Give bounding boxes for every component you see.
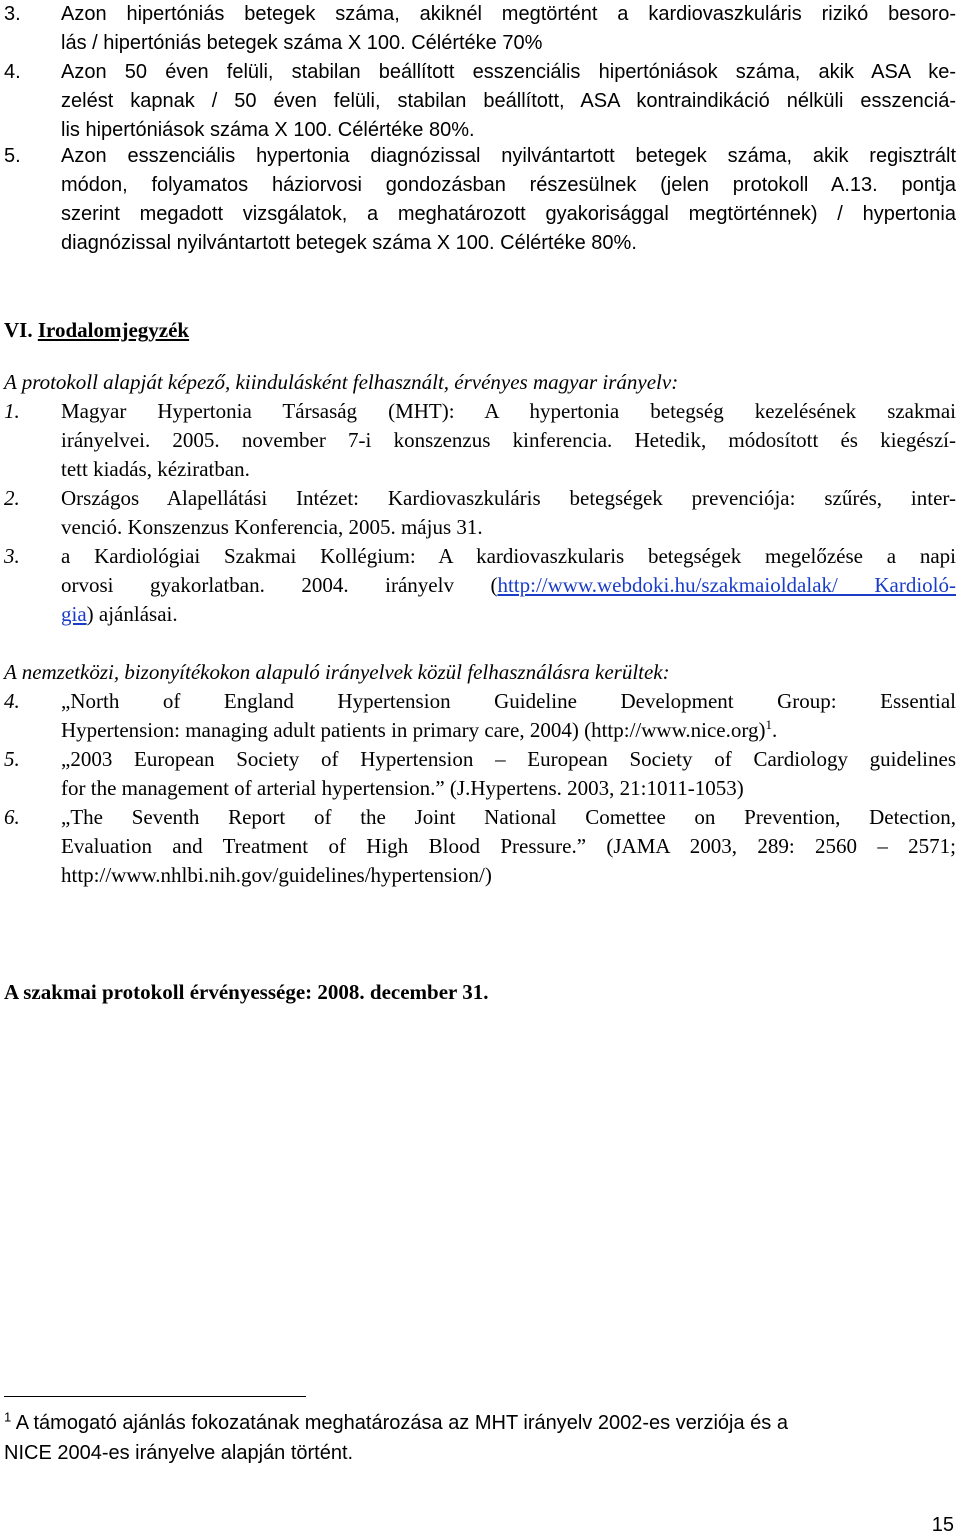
reference-text-line: „The Seventh Report of the Joint National Comettee on Prevention, Detection, [61,805,956,829]
footnote-separator [4,1396,306,1397]
reference-text: ) ajánlásai. [86,602,178,626]
criterion-text-line: zelést kapnak / 50 éven felüli, stabilan beállított, ASA kontraindikáció nélküli esszenciá- [61,90,956,112]
reference-text-line: irányelvei. 2005. november 7-i konszenzus kinferencia. Hetedik, módosított és kiegészí- [61,428,956,452]
criterion-text-line: Azon esszenciális hypertonia diagnózissal nyilvántartott betegek száma, akik regisztrált [61,145,956,167]
footnote [4,1408,944,1468]
reference-text-line: venció. Konszenzus Konferencia, 2005. május 31. [61,515,483,539]
reference-text: orvosi gyakorlatban. 2004. irányelv ( [61,573,498,597]
criterion-number: 4. [4,61,21,83]
reference-4 [4,687,956,745]
reference-text-line [61,571,956,600]
reference-text-line: Evaluation and Treatment of High Blood Pressure.” (JAMA 2003, 289: 2560 – 2571; [61,834,956,858]
criterion-text-line: módon, folyamatos háziorvosi gondozásban részesülnek (jelen protokoll A.13. pontja [61,174,956,196]
criterion-5 [4,142,956,258]
reference-text-line: Országos Alapellátási Intézet: Kardiovaszkuláris betegségek prevenciója: szűrés, inter- [61,486,956,510]
footnote-marker: 1 [765,717,772,732]
reference-3 [4,542,956,629]
reference-1 [4,397,956,484]
criterion-text-line: Azon 50 éven felüli, stabilan beállított esszenciális hipertóniások száma, akik ASA ke- [61,61,956,83]
reference-number: 5. [4,747,20,771]
reference-text-line: tett kiadás, kéziratban. [61,457,250,481]
page-number: 15 [931,1514,954,1536]
footnote-mark: 1 [4,1409,12,1425]
reference-2 [4,484,956,542]
footnote-line: NICE 2004-es irányelve alapján történt. [4,1442,354,1464]
criterion-text-line: Azon hipertóniás betegek száma, akiknél megtörtént a kardiovaszkuláris rizikó besoro- [61,3,956,25]
international-guideline-heading: A nemzetközi, bizonyítékokon alapuló irányelvek közül felhasználásra kerültek: [4,660,670,684]
criterion-number: 5. [4,145,21,167]
reference-text-line: Magyar Hypertonia Társaság (MHT): A hypertonia betegség kezelésének szakmai [61,399,956,423]
section-heading [4,316,189,345]
criterion-number: 3. [4,3,21,25]
reference-number: 6. [4,805,20,829]
reference-text: . [771,718,778,742]
webdoki-link-continued[interactable]: gia [61,602,87,626]
footnote-line [4,1408,944,1438]
criterion-text-line: lás / hipertóniás betegek száma X 100. Célértéke 70% [61,32,543,54]
section-title: Irodalomjegyzék [37,318,190,342]
reference-text-line: „North of England Hypertension Guideline Development Group: Essential [61,689,956,713]
protocol-validity: A szakmai protokoll érvényessége: 2008. december 31. [4,980,489,1004]
webdoki-link[interactable]: http://www.webdoki.hu/szakmaioldalak/ Kardioló- [497,573,956,597]
reference-text-line: a Kardiológiai Szakmai Kollégium: A kardiovaszkularis betegségek megelőzése a napi [61,544,956,568]
reference-number: 4. [4,689,20,713]
reference-number: 1. [4,399,20,423]
criterion-text-line: szerint megadott vizsgálatok, a meghatározott gyakorisággal megtörténnek) / hypertonia [61,203,956,225]
reference-text-line [61,600,956,629]
reference-text-line: for the management of arterial hypertension.” (J.Hypertens. 2003, 21:1011-1053) [61,776,744,800]
reference-5 [4,745,956,803]
reference-number: 2. [4,486,20,510]
reference-text: Hypertension: managing adult patients in primary care, 2004) (http://www.nice.org) [61,718,766,742]
criterion-3 [4,0,956,58]
section-number: VI. [4,318,33,342]
criterion-4 [4,58,956,145]
hungarian-guideline-heading: A protokoll alapját képező, kiindulásként felhasznált, érvényes magyar irányelv: [4,370,679,394]
reference-6 [4,803,956,890]
criterion-text-line: lis hipertóniások száma X 100. Célértéke 80%. [61,119,475,141]
reference-text-line: http://www.nhlbi.nih.gov/guidelines/hypertension/) [61,863,492,887]
footnote-text: A támogató ajánlás fokozatának meghatározása az MHT irányelv 2002-es verziója és a [11,1412,788,1434]
criterion-text-line: diagnózissal nyilvántartott betegek száma X 100. Célértéke 80%. [61,232,637,254]
reference-text-line: „2003 European Society of Hypertension – European Society of Cardiology guidelines [61,747,956,771]
reference-number: 3. [4,544,20,568]
reference-text-line [61,716,956,745]
